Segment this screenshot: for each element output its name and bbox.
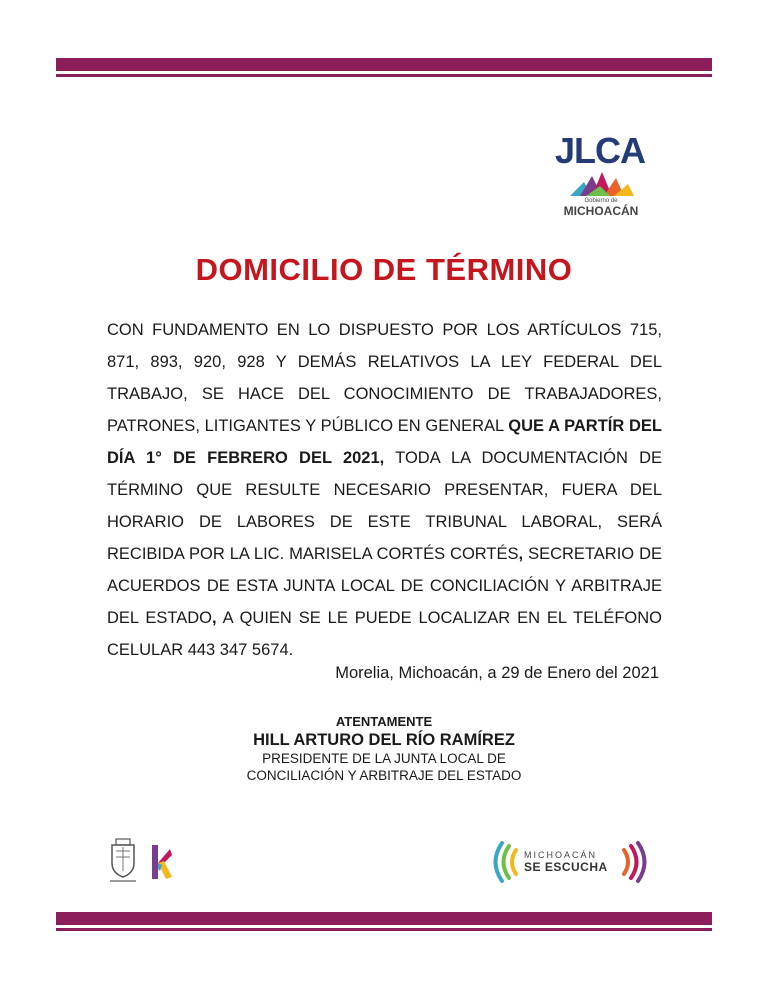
closing-label: ATENTAMENTE [335,714,433,729]
k-brand-icon [150,843,174,881]
body-bold-date: QUE A PARTÍR DEL DÍA 1° DE FEBRERO DEL 2021, [107,417,662,467]
body-part-4: A QUIEN SE LE PUEDE LOCALIZAR EN EL TELÉFONO CELULAR 443 347 5674. [107,609,662,659]
body-part-1: CON FUNDAMENTO EN LO DISPUESTO POR LOS ARTÍCULOS 715, 871, 893, 920, 928 Y DEMÁS RELATIVOS LA LEY FEDERAL DEL TRABAJO, SE HACE DEL CONOCIMIENTO DE TRABAJADORES, PATRONES, LITIGANTES Y PÚBLICO EN GENERAL [107,321,662,435]
body-bold-comma-1: , [518,545,524,563]
signer-name: HILL ARTURO DEL RÍO RAMÍREZ [253,731,515,749]
top-decorative-band [56,58,712,77]
body-part-3: SECRETARIO DE ACUERDOS DE ESTA JUNTA LOCAL DE CONCILIACIÓN Y ARBITRAJE DEL ESTADO [107,545,662,627]
band-thick-stripe [56,58,712,71]
sound-waves-left-icon [490,840,522,884]
michoacan-star-icon [562,168,638,198]
michoacan-se-escucha-logo [490,840,660,884]
jlca-logo [548,132,658,222]
body-part-2: TODA LA DOCUMENTACIÓN DE TÉRMINO QUE RESULTE NECESARIO PRESENTAR, FUERA DEL HORARIO DE LABORES DE ESTE TRIBUNAL LABORAL, SERÁ RECIBIDA POR LA LIC. MARISELA CORTÉS CORTÉS [107,449,662,563]
signer-position-line-1: PRESIDENTE DE LA JUNTA LOCAL DE [262,751,506,766]
bottom-decorative-band [56,912,712,931]
body-bold-comma-2: , [212,609,217,627]
document-title: DOMICILIO DE TÉRMINO [195,252,573,287]
jlca-acronym: JLCA [554,130,645,171]
notice-body [107,314,662,666]
escucha-line-2: SE ESCUCHA [524,860,608,874]
band-thin-stripe [56,74,712,77]
sound-waves-right-icon [618,840,652,884]
signature-block [200,714,568,784]
date-line: Morelia, Michoacán, a 29 de Enero del 2021 [335,664,659,682]
signer-position-line-2: CONCILIACIÓN Y ARBITRAJE DEL ESTADO [246,768,522,783]
band-thick-stripe [56,912,712,925]
gobierno-de-label: Gobierno de [584,198,618,204]
band-thin-stripe [56,928,712,931]
michoacan-label: MICHOACÁN [563,204,639,218]
escucha-line-1: MICHOACÁN [524,850,598,860]
coat-of-arms-icon [106,837,140,885]
